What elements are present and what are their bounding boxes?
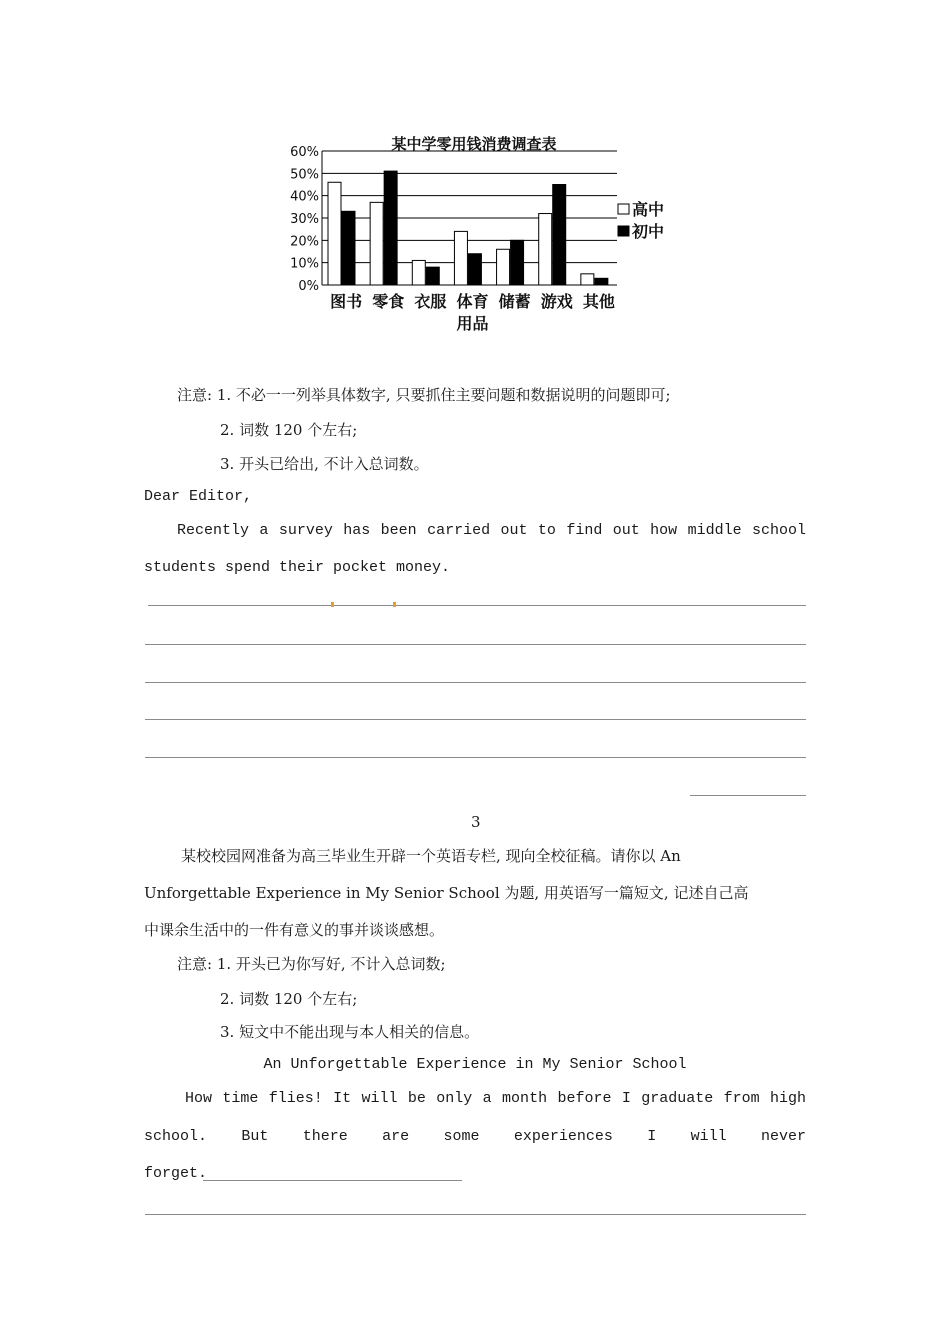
y-tick-label: 0% bbox=[298, 279, 319, 294]
x-tick-label: 零食 bbox=[372, 292, 405, 311]
y-tick-label: 40% bbox=[290, 189, 319, 205]
writing-line bbox=[145, 1214, 806, 1215]
essay-title: An Unforgettable Experience in My Senior School bbox=[263, 1056, 687, 1073]
bar-senior-6 bbox=[581, 274, 594, 285]
legend-swatch bbox=[618, 204, 629, 214]
chart-title: 某中学零用钱消费调查表 bbox=[391, 135, 557, 153]
writing-line bbox=[148, 605, 806, 606]
legend-label: 初中 bbox=[632, 222, 665, 241]
task2-note-2: 2. 词数 120 个左右; bbox=[220, 990, 358, 1008]
orange-mark bbox=[393, 602, 396, 607]
bar-junior-1 bbox=[384, 171, 397, 285]
bar-junior-6 bbox=[595, 278, 608, 285]
x-tick-label: 储蓄 bbox=[498, 292, 531, 311]
task2-note-1: 注意: 1. 开头已为你写好, 不计入总词数; bbox=[177, 955, 446, 973]
y-tick-label: 30% bbox=[290, 212, 319, 227]
writing-line bbox=[145, 682, 806, 683]
bar-junior-2 bbox=[426, 267, 439, 285]
writing-line bbox=[145, 644, 806, 645]
bar-senior-4 bbox=[497, 249, 510, 285]
task2-note-3: 3. 短文中不能出现与本人相关的信息。 bbox=[220, 1023, 480, 1041]
task2-opening-line-3: forget. bbox=[144, 1165, 208, 1182]
pocket-money-survey-chart bbox=[282, 128, 682, 340]
task2-prompt-line-1: 某校校园网准备为高三毕业生开辟一个英语专栏, 现向全校征稿。请你以 An bbox=[181, 847, 681, 865]
chart-canvas bbox=[282, 128, 682, 340]
writing-line bbox=[145, 757, 806, 758]
task1-note-3: 3. 开头已给出, 不计入总词数。 bbox=[220, 455, 429, 473]
writing-line-short bbox=[690, 795, 806, 796]
legend-label: 高中 bbox=[632, 200, 665, 219]
bar-senior-3 bbox=[454, 231, 467, 285]
y-tick-label: 50% bbox=[290, 167, 319, 183]
bar-junior-4 bbox=[511, 240, 524, 285]
task2-prompt-line-3: 中课余生活中的一件有意义的事并谈谈感想。 bbox=[144, 921, 445, 939]
orange-mark bbox=[331, 602, 334, 607]
writing-line bbox=[145, 719, 806, 720]
y-tick-label: 20% bbox=[290, 234, 319, 250]
task1-note-1: 注意: 1. 不必一一列举具体数字, 只要抓住主要问题和数据说明的问题即可; bbox=[177, 386, 671, 404]
x-tick-label: 游戏 bbox=[540, 292, 573, 311]
bar-junior-3 bbox=[468, 254, 481, 285]
task1-note-2: 2. 词数 120 个左右; bbox=[220, 421, 358, 439]
task1-opening-line-1: Recently a survey has been carried out to find out how middle school bbox=[177, 522, 806, 539]
writing-line-short bbox=[203, 1180, 462, 1181]
x-tick-label: 衣服 bbox=[414, 292, 447, 311]
bar-senior-2 bbox=[412, 260, 425, 285]
x-tick-label: 体育用品 bbox=[456, 292, 489, 333]
page-number: 3 bbox=[471, 813, 481, 831]
task2-opening-line-1: How time flies! It will be only a month before I graduate from high bbox=[185, 1090, 806, 1107]
task1-opening-line-2: students spend their pocket money. bbox=[144, 559, 451, 576]
task2-prompt-line-2: Unforgettable Experience in My Senior School 为题, 用英语写一篇短文, 记述自己高 bbox=[144, 884, 749, 902]
bar-senior-5 bbox=[539, 214, 552, 285]
x-tick-label: 图书 bbox=[330, 292, 363, 311]
legend-swatch bbox=[618, 226, 629, 236]
task2-opening-line-2: school. But there are some experiences I will never bbox=[144, 1128, 806, 1145]
x-tick-label: 其他 bbox=[582, 292, 615, 311]
bar-junior-0 bbox=[342, 211, 355, 285]
bar-senior-0 bbox=[328, 182, 341, 285]
bar-junior-5 bbox=[553, 185, 566, 286]
bar-senior-1 bbox=[370, 202, 383, 285]
y-tick-label: 60% bbox=[290, 145, 319, 160]
y-tick-label: 10% bbox=[290, 256, 319, 272]
letter-salutation: Dear Editor, bbox=[144, 488, 253, 505]
